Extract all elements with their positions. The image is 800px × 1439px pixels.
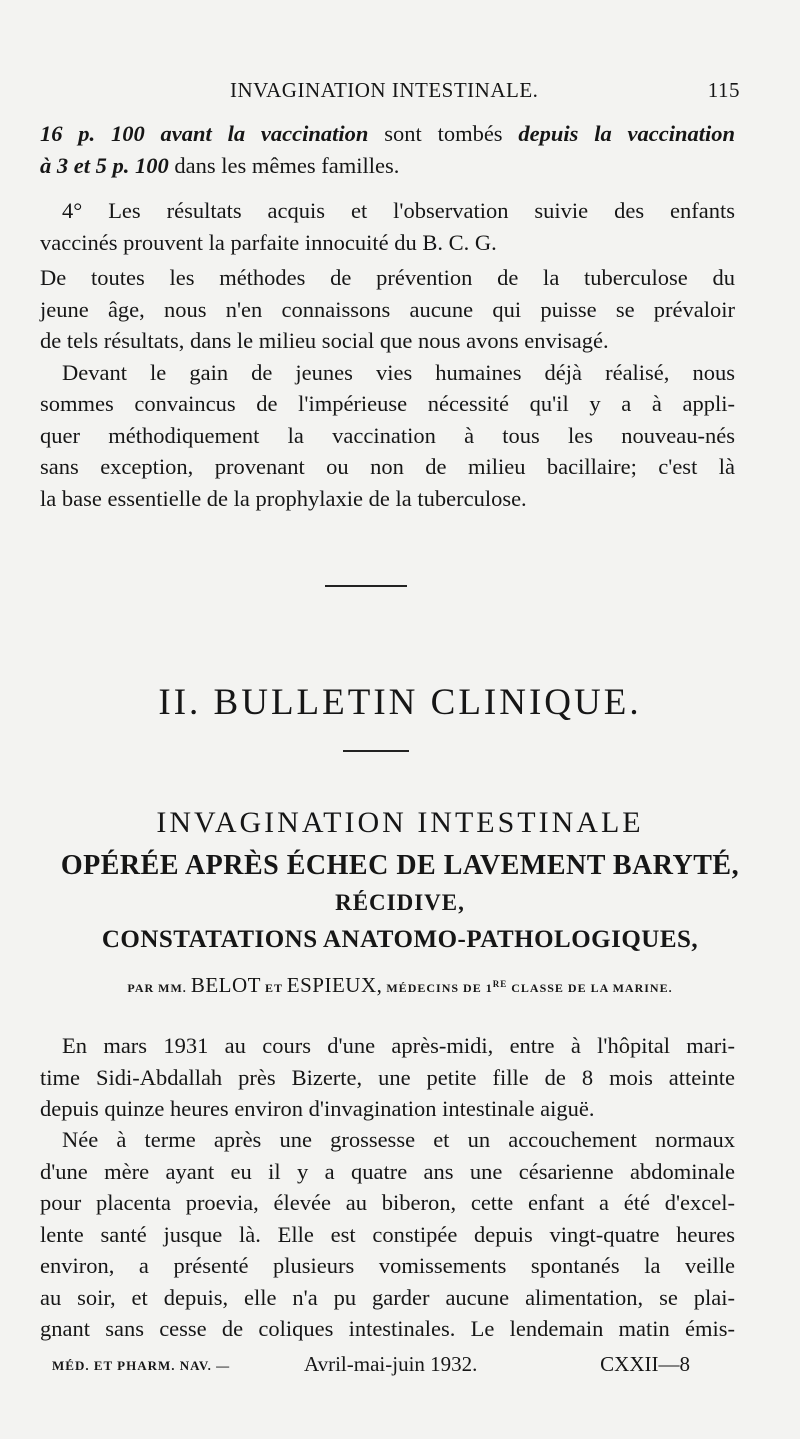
case-line: gnant sans cesse de coliques intestinales. Le lendemain matin émis- [40, 1316, 735, 1341]
running-title: INVAGINATION INTESTINALE. [230, 78, 539, 102]
case-line: time Sidi-Abdallah près Bizerte, une petite fille de 8 mois atteinte [40, 1064, 735, 1090]
case-line: environ, a présenté plusieurs vomissements spontanés la veille [40, 1253, 735, 1278]
article-title-line-3: RÉCIDIVE, [335, 890, 465, 915]
case-line: En mars 1931 au cours d'une après-midi, entre à l'hôpital mari- [62, 1033, 735, 1058]
conclusion-line: la base essentielle de la prophylaxie de la tuberculose. [40, 485, 527, 511]
page-number: 115 [707, 78, 740, 102]
case-line: lente santé jusque là. Elle est constipée depuis vingt-quatre heures [40, 1221, 735, 1247]
title-divider [343, 750, 409, 752]
author-espieux: ESPIEUX [286, 973, 377, 997]
case-paragraph-1 [40, 1030, 735, 1125]
running-head [40, 78, 740, 108]
conclusion-line: jeune âge, nous n'en connaissons aucune qui puisse se prévaloir [40, 296, 735, 322]
case-line: au soir, et depuis, elle n'a pu garder aucune alimentation, se plai- [40, 1284, 735, 1310]
conclusion-line: sans exception, provenant ou non de milieu bacillaire; c'est là [40, 454, 735, 479]
article-title-line-2: OPÉRÉE APRÈS ÉCHEC DE LAVEMENT BARYTÉ, [60, 850, 740, 881]
point-4-line: 4° Les résultats acquis et l'observation suivie des enfants [62, 198, 735, 223]
author-belot: BELOT [190, 973, 261, 997]
intro-line: 16 p. 100 avant la vaccination sont tombés depuis la vaccination [40, 121, 736, 146]
conclusion-paragraph [40, 262, 735, 514]
case-line: d'une mère ayant eu il y a quatre ans une césarienne abdominale [40, 1158, 735, 1184]
point-4-paragraph [40, 195, 735, 258]
page-footer [52, 1352, 690, 1382]
intro-paragraph-stats [40, 118, 735, 181]
journal-name: MÉD. ET PHARM. NAV. — [52, 1358, 231, 1373]
article-title-line-1: INVAGINATION INTESTINALE [156, 806, 644, 839]
section-divider [325, 585, 407, 587]
intro-line: à 3 et 5 p. 100 dans les mêmes familles. [40, 152, 400, 178]
conclusion-line: quer méthodiquement la vaccination à tous les nouveau-nés [40, 422, 735, 448]
section-title: II. BULLETIN CLINIQUE. [158, 682, 642, 723]
case-line: depuis quinze heures environ d'invagination intestinale aiguë. [40, 1096, 595, 1121]
conclusion-line: sommes convaincus de l'impérieuse nécessité qu'il y a à appli- [40, 391, 735, 416]
point-4-line: vaccinés prouvent la parfaite innocuité du B. C. G. [40, 229, 497, 255]
conclusion-line: de tels résultats, dans le milieu social que nous avons envisagé. [40, 328, 609, 353]
conclusion-line: Devant le gain de jeunes vies humaines déjà réalisé, nous [62, 359, 735, 385]
issue-date: Avril-mai-juin 1932. [304, 1352, 478, 1376]
case-line: Née à terme après une grossesse et un accouchement normaux [62, 1127, 735, 1152]
conclusion-line: De toutes les méthodes de prévention de la tuberculose du [40, 265, 735, 290]
article-title-line-4: CONSTATATIONS ANATOMO-PATHOLOGIQUES, [101, 926, 699, 953]
signature-mark: CXXII—8 [600, 1352, 690, 1376]
case-line: pour placenta proevia, élevée au biberon, cette enfant a été d'excel- [40, 1190, 735, 1215]
byline: PAR MM. BELOT ET ESPIEUX, MÉDECINS DE 1RE CLASSE DE LA MARINE. [127, 973, 673, 997]
case-paragraph-2 [40, 1124, 735, 1345]
